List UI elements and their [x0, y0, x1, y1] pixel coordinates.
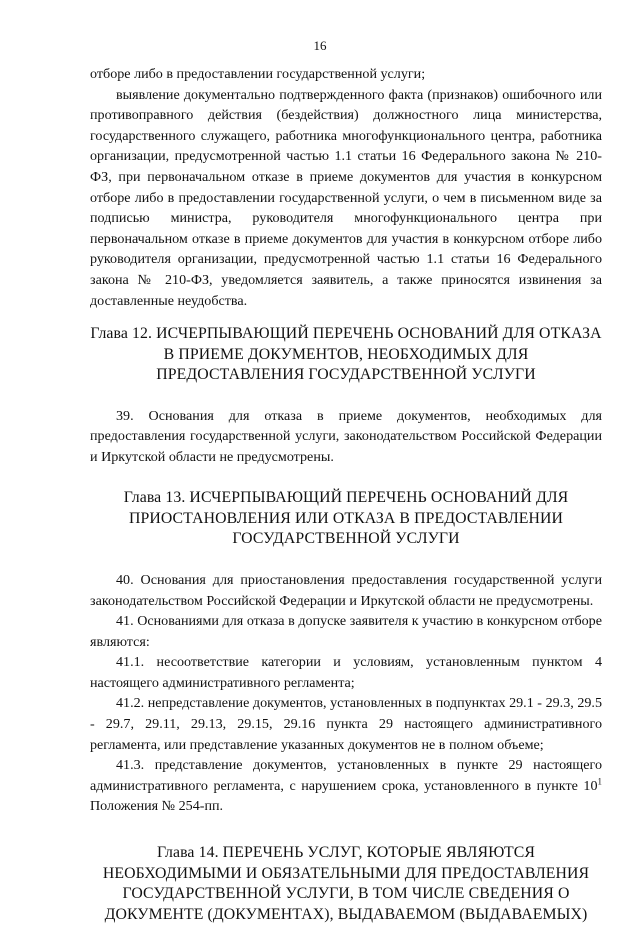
paragraph-41-1: 41.1. несоответствие категории и условиям, установленным пунктом 4 настоящего административного регламента;: [90, 654, 602, 691]
page-content: [90, 64, 602, 925]
paragraph-41-3: [90, 755, 602, 817]
chapter-12-heading: Глава 12. ИСЧЕРПЫВАЮЩИЙ ПЕРЕЧЕНЬ ОСНОВАНИЙ ДЛЯ ОТКАЗА В ПРИЕМЕ ДОКУМЕНТОВ, НЕОБХОДИМЫХ ДЛЯ ПРЕДОСТАВЛЕНИЯ ГОСУДАРСТВЕННОЙ УСЛУГИ: [90, 325, 602, 384]
paragraph-41-2: 41.2. непредставление документов, установленных в подпунктах 29.1 - 29.3, 29.5 - 29.7, 29.11, 29.13, 29.15, 29.16 пункта 29 настоящего административного регламента, или представление указанных документов не в полном объеме;: [90, 695, 602, 753]
paragraph-41-3-text: 41.3. представление документов, установленных в пункте 29 настоящего административного регламента, с нарушением срока, установленного в пункте 10: [90, 757, 602, 794]
page-number: 16: [313, 38, 327, 53]
paragraph-41: 41. Основаниями для отказа в допуске заявителя к участию в конкурсном отборе являются:: [90, 613, 602, 650]
paragraph-39: 39. Основания для отказа в приеме документов, необходимых для предоставления государственной услуги, законодательством Российской Федерации и Иркутской области не предусмотрены.: [90, 407, 602, 465]
superscript-index: 1: [597, 776, 602, 787]
chapter-13-heading: Глава 13. ИСЧЕРПЫВАЮЩИЙ ПЕРЕЧЕНЬ ОСНОВАНИЙ ДЛЯ ПРИОСТАНОВЛЕНИЯ ИЛИ ОТКАЗА В ПРЕДОСТАВЛЕНИИ ГОСУДАРСТВЕННОЙ УСЛУГИ: [123, 489, 569, 548]
paragraph-continuation: отборе либо в предоставлении государственной услуги;: [90, 66, 426, 82]
paragraph-41-3-tail: Положения № 254-пп.: [90, 798, 224, 815]
paragraph-40: 40. Основания для приостановления предоставления государственной услуги законодательством Российской Федерации и Иркутской области не предусмотрены.: [90, 571, 602, 609]
paragraph-violation: выявление документально подтвержденного факта (признаков) ошибочного или противоправного действия (бездействия) должностного лица министерства, государственного служащего, работника многофункционального центра, работника организации, предусмотренной частью 1.1 статьи 16 Федерального закона № 210-ФЗ, при первоначальном отказе в приеме документов для участия в конкурсном отборе либо в предоставлении государственной услуги, о чем в письменном виде за подписью министра, руководителя многофункционального центра при первоначальном отказе в приеме документов для участия в конкурсном отборе либо руководителя организации, предусмотренной частью 1.1 статьи 16 Федерального закона № 210-ФЗ, уведомляется заявитель, а также приносятся извинения за доставленные неудобства.: [90, 86, 602, 309]
chapter-14-heading: Глава 14. ПЕРЕЧЕНЬ УСЛУГ, КОТОРЫЕ ЯВЛЯЮТСЯ НЕОБХОДИМЫМИ И ОБЯЗАТЕЛЬНЫМИ ДЛЯ ПРЕДОСТАВЛЕНИЯ ГОСУДАРСТВЕННОЙ УСЛУГИ, В ТОМ ЧИСЛЕ СВЕДЕНИЯ О ДОКУМЕНТЕ (ДОКУМЕНТАХ), ВЫДАВАЕМОМ (ВЫДАВАЕМЫХ): [102, 844, 590, 923]
